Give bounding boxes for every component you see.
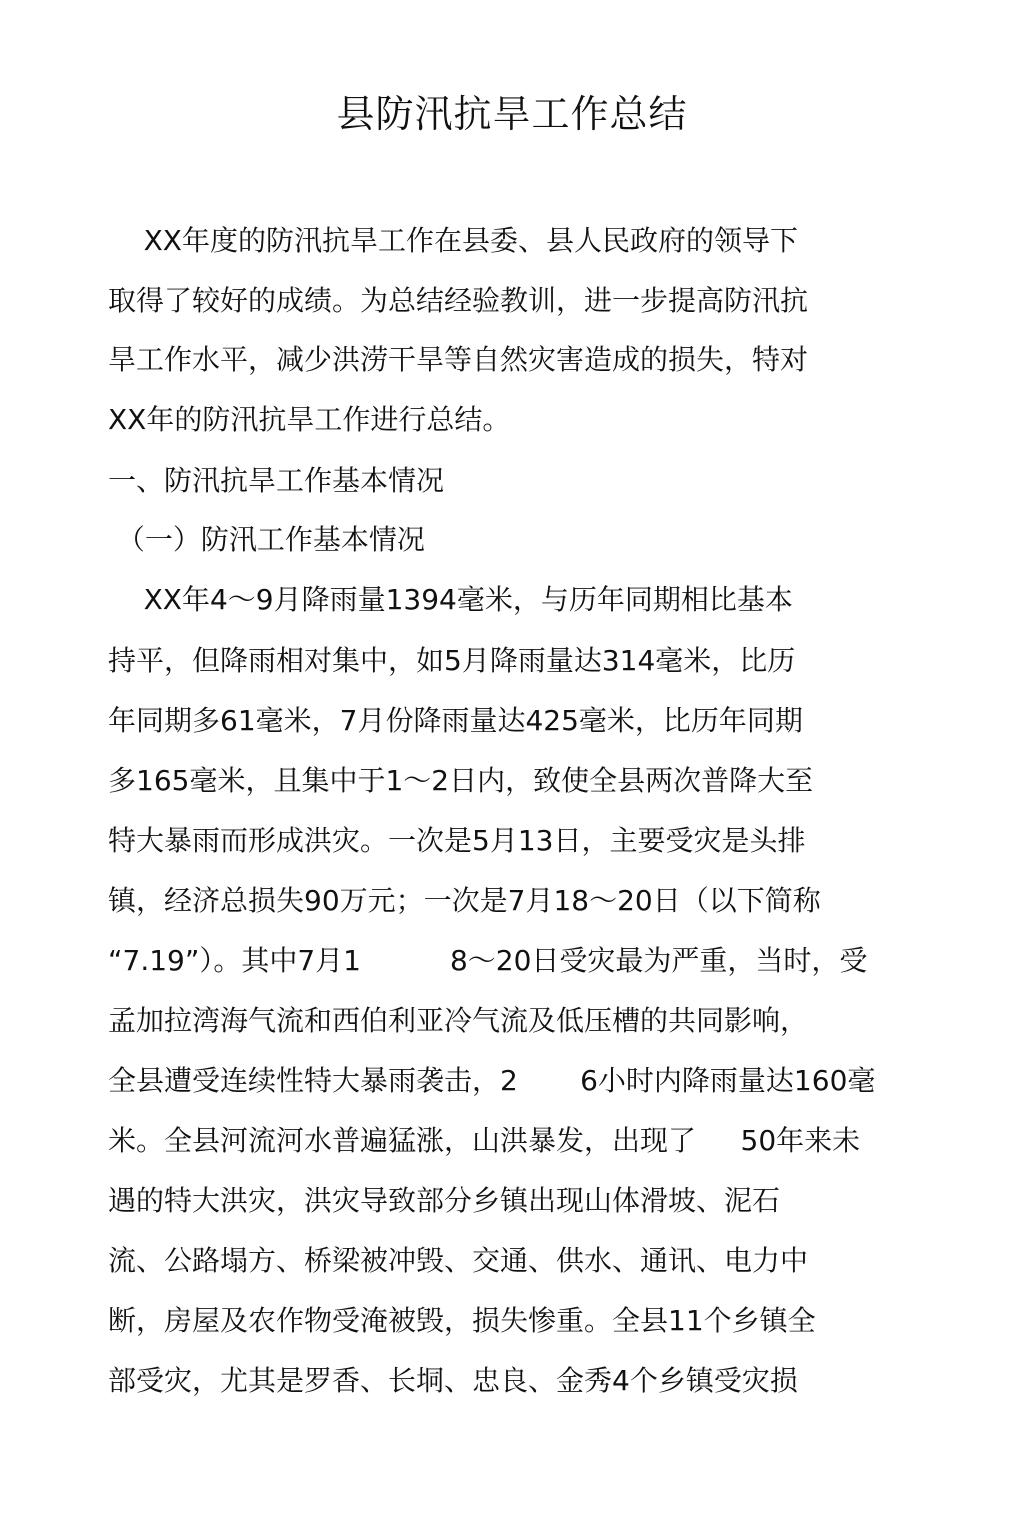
paragraph-line: XX年的防汛抗旱工作进行总结。 <box>108 403 511 436</box>
subsection-heading: （一）防汛工作基本情况 <box>108 523 425 556</box>
paragraph-line: 部受灾，尤其是罗香、长垌、忠良、金秀4个乡镇受灾损 <box>108 1364 798 1397</box>
paragraph-line: 米。全县河流河水普遍猛涨，山洪暴发，出现了 50年来未 <box>108 1124 861 1157</box>
paragraph-line: 特大暴雨而形成洪灾。一次是5月13日，主要受灾是头排 <box>108 824 806 857</box>
paragraph-line: 孟加拉湾海气流和西伯利亚冷气流及低压槽的共同影响， <box>108 1004 809 1037</box>
document-title: 县防汛抗旱工作总结 <box>336 92 688 136</box>
paragraph-line: 镇，经济总损失90万元；一次是7月18～20日（以下简称 <box>108 884 821 917</box>
paragraph-line: 遇的特大洪灾，洪灾导致部分乡镇出现山体滑坡、泥石 <box>108 1184 781 1217</box>
paragraph-line: “7.19”）。其中7月1 8～20日受灾最为严重，当时，受 <box>108 944 868 977</box>
paragraph-line: XX年度的防汛抗旱工作在县委、县人民政府的领导下 <box>108 224 798 257</box>
paragraph-line: 年同期多61毫米，7月份降雨量达425毫米，比历年同期 <box>108 704 803 737</box>
paragraph-line: 多165毫米，且集中于1～2日内，致使全县两次普降大至 <box>108 764 814 797</box>
paragraph-line: XX年4～9月降雨量1394毫米，与历年同期相比基本 <box>108 583 793 616</box>
section-heading: 一、防汛抗旱工作基本情况 <box>108 464 445 497</box>
paragraph-line: 全县遭受连续性特大暴雨袭击，2 6小时内降雨量达160毫 <box>108 1064 876 1097</box>
paragraph-line: 旱工作水平，减少洪涝干旱等自然灾害造成的损失，特对 <box>108 343 809 376</box>
paragraph-line: 断，房屋及农作物受淹被毁，损失惨重。全县11个乡镇全 <box>108 1304 816 1337</box>
paragraph-line: 取得了较好的成绩。为总结经验教训，进一步提高防汛抗 <box>108 284 809 317</box>
paragraph-line: 持平，但降雨相对集中，如5月降雨量达314毫米，比历 <box>108 644 796 677</box>
paragraph-line: 流、公路塌方、桥梁被冲毁、交通、供水、通讯、电力中 <box>108 1244 809 1277</box>
